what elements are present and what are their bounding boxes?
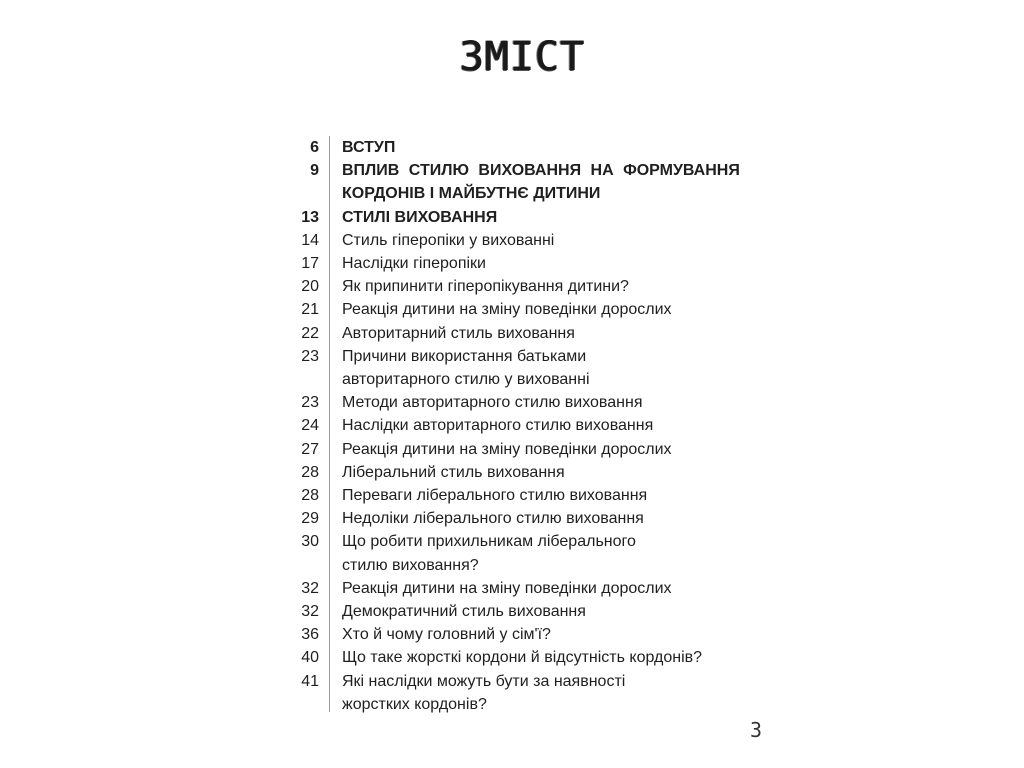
- toc-entry-title: [342, 206, 764, 229]
- toc-entry: [270, 322, 764, 345]
- toc-page-number: 41: [301, 672, 319, 690]
- toc-entry-title: [342, 391, 764, 414]
- toc-entry-title: [342, 600, 764, 623]
- toc-entry-line: авторитарного стилю у вихованні: [342, 371, 590, 389]
- toc-page-number: 6: [310, 139, 319, 156]
- toc-entry-line: Хто й чому головний у сім'ї?: [342, 626, 551, 644]
- toc-entry-title: [342, 484, 764, 507]
- toc-entry: [270, 507, 764, 530]
- toc-entry-line: СТИЛІ ВИХОВАННЯ: [342, 208, 498, 226]
- toc-page-number: 24: [301, 417, 319, 435]
- toc-entry-line: Методи авторитарного стилю виховання: [342, 394, 643, 412]
- toc-entry-title: [342, 136, 764, 159]
- toc-entry: [270, 670, 764, 716]
- toc-entry-title: [342, 275, 764, 298]
- toc-entry-line: Що таке жорсткі кордони й відсутність кордонів?: [342, 649, 703, 667]
- toc-page-number: 36: [301, 626, 319, 644]
- toc-entry-line: ВПЛИВ СТИЛЮ ВИХОВАННЯ НА ФОРМУВАННЯ: [342, 162, 740, 180]
- toc-entry: [270, 530, 764, 576]
- toc-entry: [270, 159, 764, 205]
- toc-entry: [270, 623, 764, 646]
- toc-entry-title: [342, 322, 764, 345]
- toc-entry: [270, 461, 764, 484]
- toc-page-number: 14: [301, 231, 319, 249]
- toc-entry-line: Що робити прихильникам ліберального: [342, 533, 636, 551]
- toc-entry-line: Стиль гіперопіки у вихованні: [342, 231, 555, 249]
- toc-entry: [270, 646, 764, 669]
- toc-entry: [270, 275, 764, 298]
- toc-entry: [270, 136, 764, 159]
- toc-page-number: 29: [301, 510, 319, 528]
- toc-page-number: 20: [301, 278, 319, 296]
- page-title: ЗМІСТ: [459, 34, 585, 80]
- toc-entry-title: [342, 646, 764, 669]
- toc-entry-title: [342, 507, 764, 530]
- toc-page-number: 13: [301, 208, 319, 226]
- toc-entry: [270, 298, 764, 321]
- toc-page-number: 9: [310, 162, 319, 180]
- toc-page-number: 28: [301, 463, 319, 481]
- toc-entry-line: Як припинити гіперопікування дитини?: [342, 278, 629, 296]
- toc-entry-line: Які наслідки можуть бути за наявності: [342, 672, 626, 690]
- toc-entry-title: [342, 670, 764, 716]
- toc-page-number: 22: [301, 324, 319, 342]
- toc-entry: [270, 252, 764, 275]
- toc-page-number: 28: [301, 487, 319, 505]
- toc-entry-title: [342, 414, 764, 437]
- toc-entry-title: [342, 345, 764, 391]
- toc-entry-title: [342, 530, 764, 576]
- toc-page-number: 32: [301, 603, 319, 621]
- toc-entry: [270, 345, 764, 391]
- toc-entry-title: [342, 252, 764, 275]
- toc-page-number: 21: [301, 301, 319, 319]
- toc-entry-line: Ліберальний стиль виховання: [342, 463, 565, 481]
- toc-entry: [270, 600, 764, 623]
- toc-entry-line: ВСТУП: [342, 139, 396, 156]
- toc-entry: [270, 577, 764, 600]
- toc-entry-title: [342, 461, 764, 484]
- toc-divider: [329, 136, 330, 712]
- toc-entry-line: Наслідки гіперопіки: [342, 255, 486, 273]
- toc-entry-line: Демократичний стиль виховання: [342, 603, 586, 621]
- toc-entry-title: [342, 623, 764, 646]
- toc-entry-line: стилю виховання?: [342, 556, 479, 574]
- footer-page-number: 3: [750, 718, 763, 742]
- toc-entry-line: Недоліки ліберального стилю виховання: [342, 510, 644, 528]
- toc-page-number: 32: [301, 579, 319, 597]
- toc-entry-title: [342, 159, 764, 205]
- toc-entry-line: Реакція дитини на зміну поведінки дорослих: [342, 440, 672, 458]
- toc-entry-title: [342, 298, 764, 321]
- toc-entry-line: Реакція дитини на зміну поведінки дорослих: [342, 301, 672, 319]
- toc-page-number: 27: [301, 440, 319, 458]
- toc-entry-line: Авторитарний стиль виховання: [342, 324, 575, 342]
- toc-page-number: 40: [301, 649, 319, 667]
- toc-page-number: 23: [301, 347, 319, 365]
- toc-entry-title: [342, 577, 764, 600]
- toc-entry-line: Реакція дитини на зміну поведінки дорослих: [342, 579, 672, 597]
- toc-entry-line: Переваги ліберального стилю виховання: [342, 487, 648, 505]
- toc-entry: [270, 484, 764, 507]
- toc-entry: [270, 229, 764, 252]
- toc-page-number: 17: [301, 255, 319, 273]
- toc-entry-title: [342, 229, 764, 252]
- toc-entry: [270, 391, 764, 414]
- toc-entry-title: [342, 438, 764, 461]
- toc-entry: [270, 206, 764, 229]
- table-of-contents: [270, 136, 764, 716]
- toc-page-number: 30: [301, 533, 319, 551]
- toc-entry-line: Наслідки авторитарного стилю виховання: [342, 417, 654, 435]
- toc-entry: [270, 438, 764, 461]
- toc-entry-line: жорстких кордонів?: [342, 695, 487, 713]
- toc-entry: [270, 414, 764, 437]
- toc-entry-line: КОРДОНІВ І МАЙБУТНЄ ДИТИНИ: [342, 185, 601, 203]
- toc-page-number: 23: [301, 394, 319, 412]
- toc-entry-line: Причини використання батьками: [342, 347, 587, 365]
